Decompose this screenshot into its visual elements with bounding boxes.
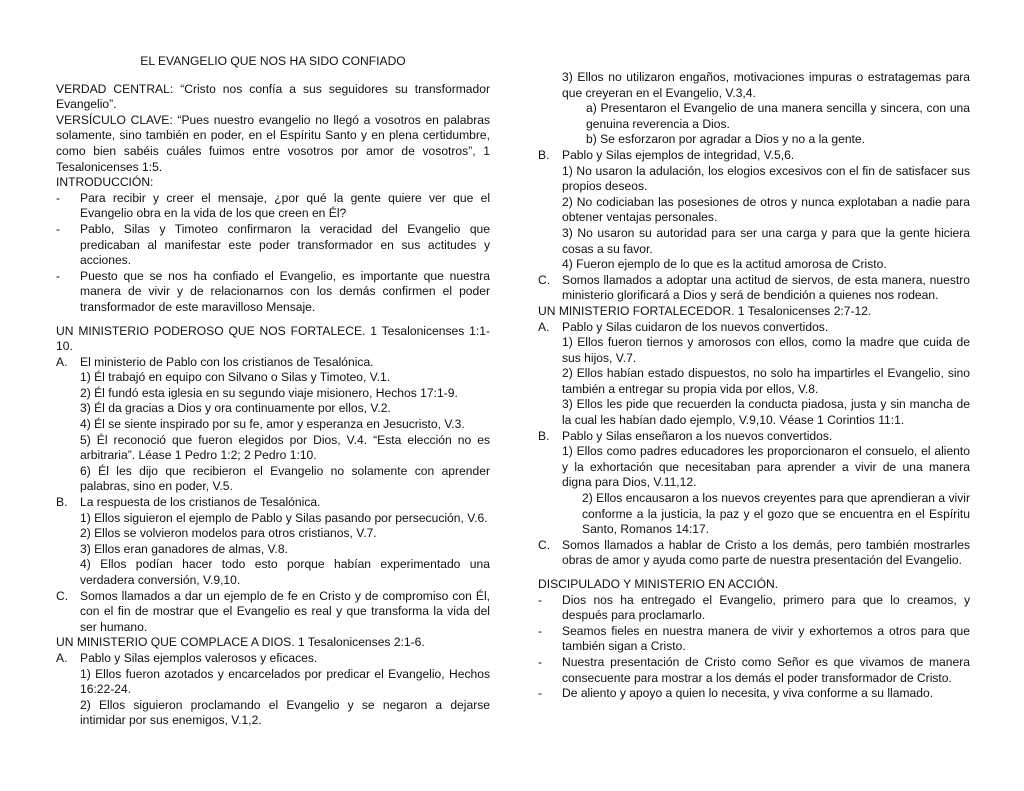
outline-item bbox=[538, 593, 970, 624]
section-heading: UN MINISTERIO FORTALECEDOR. 1 Tesalonicenses 2:7-12. bbox=[538, 303, 872, 318]
outline-subitem bbox=[56, 464, 490, 495]
outline-text: 6) Él les dijo que recibieron el Evangelio no solamente con aprender palabras, sino en poder, V.5. bbox=[80, 463, 490, 494]
outline-text: a) Presentaron el Evangelio de una manera sencilla y sincera, con una genuina reverencia a Dios. bbox=[586, 101, 970, 131]
outline-text: La respuesta de los cristianos de Tesalónica. bbox=[80, 495, 321, 510]
outline-text: Somos llamados a hablar de Cristo a los demás, pero también mostrarles obras de amor y ayuda como parte de nuestra presentación del Evangelio. bbox=[562, 537, 970, 568]
outline-marker: B. bbox=[538, 147, 550, 162]
outline-item bbox=[538, 686, 970, 702]
outline-text: 2) Ellos encausaron a los nuevos creyentes para que aprendieran a vivir conforme a la justicia, la paz y el gozo que se encuentra en el Espíritu Santo, Romanos 14:17. bbox=[582, 491, 970, 537]
outline-text: 4) Fueron ejemplo de lo que es la actitud amorosa de Cristo. bbox=[562, 257, 887, 272]
outline-marker: - bbox=[538, 654, 543, 669]
outline-text: 5) Él reconoció que fueron elegidos por Dios, V.4. “Esta elección no es arbitraria”. Léase 1 Pedro 1:2; 2 Pedro 1:10. bbox=[80, 432, 490, 463]
outline-subitem bbox=[538, 226, 970, 257]
outline-text: 3) Ellos eran ganadores de almas, V.8. bbox=[80, 541, 288, 556]
section-heading: VERDAD CENTRAL: “Cristo nos confía a sus seguidores su transformador Evangelio”. bbox=[56, 81, 490, 112]
outline-marker: B. bbox=[538, 428, 550, 443]
outline-item bbox=[56, 651, 490, 667]
outline-subitem bbox=[538, 397, 970, 428]
outline-subitem bbox=[56, 386, 490, 402]
outline-subitem bbox=[56, 557, 490, 588]
outline-marker: C. bbox=[538, 537, 551, 552]
outline-text: 2) Él fundó esta iglesia en su segundo viaje misionero, Hechos 17:1-9. bbox=[80, 385, 458, 400]
outline-text: 2) Ellos se volvieron modelos para otros cristianos, V.7. bbox=[80, 526, 377, 541]
outline-subitem bbox=[56, 667, 490, 698]
outline-subitem bbox=[538, 101, 970, 132]
outline-marker: - bbox=[538, 592, 543, 607]
outline-subitem bbox=[538, 444, 970, 491]
outline-subitem bbox=[538, 491, 970, 538]
outline-subitem bbox=[538, 335, 970, 366]
outline-subitem bbox=[56, 433, 490, 464]
section-heading: UN MINISTERIO QUE COMPLACE A DIOS. 1 Tesalonicenses 2:1-6. bbox=[56, 635, 425, 650]
outline-item bbox=[538, 538, 970, 569]
outline-text: 1) Ellos fueron azotados y encarcelados por predicar el Evangelio, Hechos 16:22-24. bbox=[80, 666, 490, 697]
section-heading: DISCIPULADO Y MINISTERIO EN ACCIÓN. bbox=[538, 577, 779, 591]
document-title: EL EVANGELIO QUE NOS HA SIDO CONFIADO bbox=[140, 54, 406, 68]
outline-subitem bbox=[538, 164, 970, 195]
outline-item bbox=[56, 495, 490, 511]
outline-item bbox=[538, 655, 970, 686]
outline-text: Seamos fieles en nuestra manera de vivir y exhortemos a otros para que también sigan a Cristo. bbox=[562, 623, 970, 654]
outline-subitem bbox=[538, 70, 970, 101]
outline-subitem bbox=[56, 542, 490, 558]
section-heading: VERSÍCULO CLAVE: “Pues nuestro evangelio no llegó a vosotros en palabras solamente, sino también en poder, en el Espíritu Santo y en plena certidumbre, como bien sabéis cuáles fuimos entre vosotros por amor de vosotros”, 1 Tesalonicenses 1:5. bbox=[56, 112, 490, 174]
section-heading: UN MINISTERIO PODEROSO QUE NOS FORTALECE. 1 Tesalonicenses 1:1-10. bbox=[56, 323, 490, 354]
outline-text: Somos llamados a dar un ejemplo de fe en Cristo y de compromiso con Él, con el fin de mostrar que el Evangelio es real y que transforma la vida del ser humano. bbox=[80, 588, 490, 634]
outline-marker: - bbox=[56, 268, 61, 283]
outline-text: 2) Ellos siguieron proclamando el Evangelio y se negaron a dejarse intimidar por sus enemigos, V.1,2. bbox=[80, 697, 490, 728]
outline-subitem bbox=[538, 132, 970, 148]
outline-text: 4) Ellos podían hacer todo esto porque habían experimentado una verdadera conversión, V.9,10. bbox=[80, 557, 490, 587]
outline-text: 1) Ellos siguieron el ejemplo de Pablo y Silas pasando por persecución, V.6. bbox=[80, 510, 488, 525]
outline-subitem bbox=[56, 401, 490, 417]
outline-subitem bbox=[538, 257, 970, 273]
outline-text: 3) Ellos les pide que recuerden la conducta piadosa, justa y sin mancha de la cual les habían dado ejemplo, V.9,10. Véase 1 Corintios 11:1. bbox=[562, 397, 970, 428]
outline-subitem bbox=[538, 366, 970, 397]
outline-subitem bbox=[56, 370, 490, 386]
outline-subitem bbox=[56, 417, 490, 433]
outline-text: 4) Él se siente inspirado por su fe, amor y esperanza en Jesucristo, V.3. bbox=[80, 417, 465, 432]
outline-item bbox=[56, 222, 490, 269]
outline-marker: - bbox=[538, 623, 543, 638]
outline-text: Pablo, Silas y Timoteo confirmaron la veracidad del Evangelio que predicaban al manifestar este poder transformador en sus actitudes y acciones. bbox=[80, 221, 490, 268]
outline-item bbox=[56, 589, 490, 636]
outline-text: Pablo y Silas enseñaron a los nuevos convertidos. bbox=[562, 428, 833, 443]
outline-item bbox=[56, 191, 490, 222]
outline-text: Dios nos ha entregado el Evangelio, primero para que lo creamos, y después para proclamarlo. bbox=[562, 592, 970, 623]
outline-text: 1) Ellos como padres educadores les proporcionaron el consuelo, el aliento y la exhortación que necesitaban para aprender a vivir de una manera digna para Dios, V.11,12. bbox=[562, 444, 970, 490]
outline-text: 1) No usaron la adulación, los elogios excesivos con el fin de satisfacer sus propios deseos. bbox=[562, 163, 970, 194]
outline-marker: C. bbox=[538, 272, 551, 287]
outline-subitem bbox=[56, 511, 490, 527]
outline-item bbox=[538, 273, 970, 304]
outline-text: 3) Él da gracias a Dios y ora continuamente por ellos, V.2. bbox=[80, 401, 391, 416]
outline-text: 3) No usaron su autoridad para ser una carga y para que la gente hiciera cosas a su favor. bbox=[562, 225, 970, 256]
outline-marker: - bbox=[56, 190, 61, 205]
outline-text: 3) Ellos no utilizaron engaños, motivaciones impuras o estratagemas para que creyeran en el Evangelio, V.3,4. bbox=[562, 70, 970, 100]
outline-item bbox=[538, 320, 970, 336]
outline-item bbox=[538, 148, 970, 164]
outline-marker: B. bbox=[56, 495, 68, 510]
outline-item bbox=[56, 269, 490, 316]
right-column bbox=[538, 70, 970, 702]
outline-text: Para recibir y creer el mensaje, ¿por qué la gente quiere ver que el Evangelio obra en la vida de los que creen en Él? bbox=[80, 190, 490, 221]
outline-subitem bbox=[56, 526, 490, 542]
outline-text: Somos llamados a adoptar una actitud de siervos, de esta manera, nuestro ministerio glorificará a Dios y será de bendición a quienes nos rodean. bbox=[562, 272, 970, 303]
outline-marker: A. bbox=[56, 354, 68, 369]
left-column bbox=[56, 54, 490, 729]
outline-text: 2) No codiciaban las posesiones de otros y nunca explotaban a nadie para obtener ventajas personales. bbox=[562, 194, 970, 225]
outline-text: 2) Ellos habían estado dispuestos, no solo ha impartirles el Evangelio, sino también a entregar su propia vida por ellos, V.8. bbox=[562, 366, 970, 396]
outline-marker: A. bbox=[538, 319, 550, 334]
outline-text: 1) Ellos fueron tiernos y amorosos con ellos, como la madre que cuida de sus hijos, V.7. bbox=[562, 335, 970, 365]
outline-text: b) Se esforzaron por agradar a Dios y no a la gente. bbox=[586, 132, 865, 147]
outline-text: Nuestra presentación de Cristo como Señor es que vivamos de manera consecuente para mostrar a los demás el poder transformador de Cristo. bbox=[562, 654, 970, 685]
outline-subitem bbox=[56, 698, 490, 729]
section-heading: INTRODUCCIÓN: bbox=[56, 175, 154, 190]
outline-text: Puesto que se nos ha confiado el Evangelio, es importante que nuestra manera de vivir y de relacionarnos con los demás confirmen el poder transformador de este maravilloso Mensaje. bbox=[80, 268, 490, 314]
outline-text: Pablo y Silas ejemplos valerosos y eficaces. bbox=[80, 650, 318, 665]
outline-marker: A. bbox=[56, 650, 68, 665]
outline-item bbox=[538, 624, 970, 655]
outline-text: Pablo y Silas cuidaron de los nuevos convertidos. bbox=[562, 319, 829, 334]
outline-item bbox=[56, 355, 490, 371]
outline-text: El ministerio de Pablo con los cristianos de Tesalónica. bbox=[80, 354, 374, 369]
outline-text: De aliento y apoyo a quien lo necesita, y viva conforme a su llamado. bbox=[562, 686, 934, 701]
outline-marker: - bbox=[56, 221, 61, 236]
outline-item bbox=[538, 429, 970, 445]
outline-marker: - bbox=[538, 686, 543, 701]
outline-text: Pablo y Silas ejemplos de integridad, V.5,6. bbox=[562, 147, 795, 162]
outline-text: 1) Él trabajó en equipo con Silvano o Silas y Timoteo, V.1. bbox=[80, 370, 391, 385]
outline-marker: C. bbox=[56, 588, 69, 603]
outline-subitem bbox=[538, 195, 970, 226]
